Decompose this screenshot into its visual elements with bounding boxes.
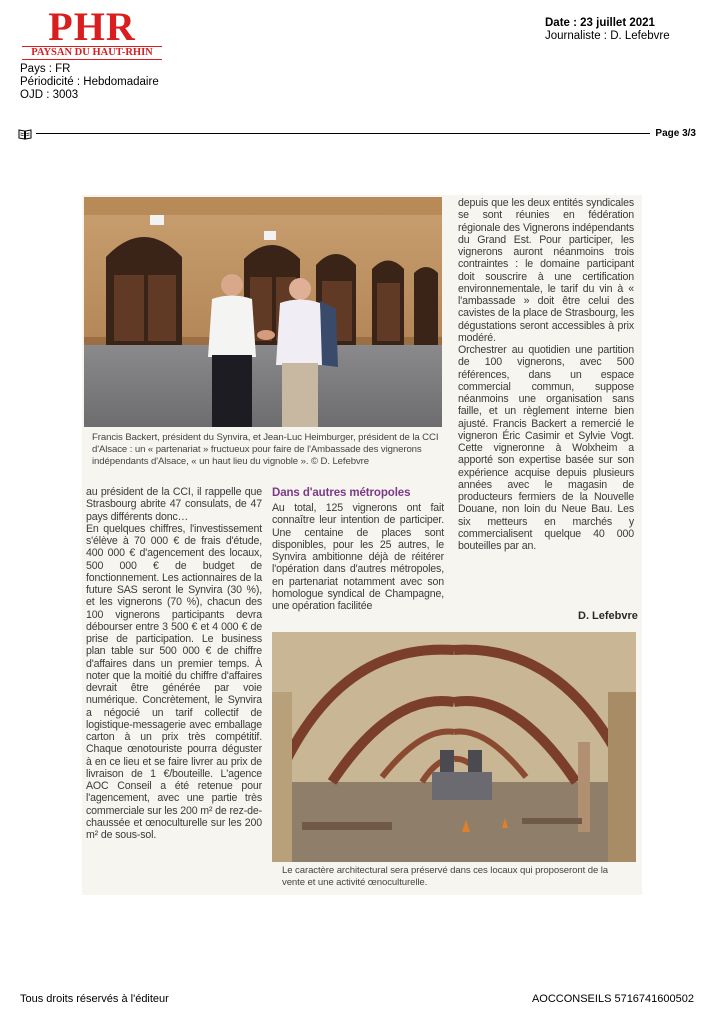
date-block bbox=[545, 17, 670, 43]
newspaper-logo bbox=[22, 4, 162, 60]
logo-main-text: PHR bbox=[48, 4, 136, 49]
publication-date: Date : 23 juillet 2021 bbox=[545, 17, 655, 29]
photo-handshake bbox=[84, 197, 442, 427]
article-column-1 bbox=[86, 486, 262, 841]
footer-rights: Tous droits réservés à l'éditeur bbox=[20, 993, 169, 1005]
publication-meta bbox=[20, 63, 159, 102]
horizontal-rule bbox=[36, 133, 650, 134]
paragraph: au président de la CCI, il rappelle que Strasbourg abrite 47 consulats, de 47 pays différents donc… bbox=[86, 486, 262, 523]
periodicity: Périodicité : Hebdomadaire bbox=[20, 76, 159, 88]
article-column-3 bbox=[458, 197, 634, 552]
section-subhead: Dans d'autres métropoles bbox=[272, 487, 411, 499]
footer-reference: AOCCONSEILS 5716741600502 bbox=[531, 993, 694, 1005]
page-number: Page 3/3 bbox=[655, 128, 696, 139]
logo-sub-text: PAYSAN DU HAUT-RHIN bbox=[22, 46, 162, 60]
photo-vaulted-hall bbox=[272, 632, 636, 862]
article-column-2 bbox=[272, 486, 444, 612]
paragraph: En quelques chiffres, l'investissement s'élève à 70 000 € de frais d'étude, 400 000 € d'agencement des locaux, 500 000 € de budget de fonctionnement. Les actionnaires de la future SAS seront le Synvira (30 %), et les vignerons (70 %), chacun des 100 vignerons participants devra débourser entre 3 500 € et 4 000 € de prise de participation. Le business plan table sur 500 000 € de chiffre d'affaires dans un premier temps. À noter que la moitié du chiffre d'affaires devrait être générée par voie numérique. Concrètement, le Synvira a négocié un tarif collectif de logistique-messagerie avec emballage carton à un prix très compétitif. Chaque œnotouriste pourra déguster à en ce lieu et se faire livrer au prix de livraison de 1 €/bouteille. L'agence AOC Conseil a été retenue pour l'agencement, avec une partie très commerciale sur les 200 m² de rez-de-chaussée et œnoculturelle sur les 200 m² de sous-sol. bbox=[86, 522, 262, 841]
journalist: Journaliste : D. Lefebvre bbox=[545, 30, 670, 42]
photo2-caption: Le caractère architectural sera préservé dans ces locaux qui proposeront de la vente et une activité œnoculturelle. bbox=[282, 865, 609, 888]
country: Pays : FR bbox=[20, 63, 71, 75]
photo1-caption: Francis Backert, président du Synvira, et Jean-Luc Heimburger, président de la CCI d'Alsace : un « partenariat » fructueux pour faire de l'Ambassade des vignerons indépendants d'Alsace, « un haut lieu du vignoble ». © D. Lefebvre bbox=[92, 432, 439, 467]
page-rule bbox=[18, 128, 696, 142]
ojd: OJD : 3003 bbox=[20, 89, 79, 101]
author-signature: D. Lefebvre bbox=[578, 610, 638, 622]
paragraph: depuis que les deux entités syndicales se sont réunies en fédération régionale des Vignerons indépendants du Grand Est. Pour participer, les vignerons auront néanmoins trois contraintes : le domaine participant doit souscrire à une certification environnementale, le tarif du vin à « l'ambassade » doit être celui des cavistes de la place de Strasbourg, les dégustations seront accessibles à prix modéré. bbox=[458, 197, 634, 344]
book-icon bbox=[18, 128, 32, 140]
paragraph: Au total, 125 vignerons ont fait connaître leur intention de participer. Une centaine de places sont disponibles, pour les 25 autres, le Synvira ambitionne déjà de réitérer l'opération dans d'autres métropoles, en partenariat notamment avec son homologue syndical de Champagne, une opération facilitée bbox=[272, 502, 444, 612]
paragraph: Orchestrer au quotidien une partition de 100 vignerons, avec 500 références, dans un espace commercial commun, suppose néanmoins une organisation sans faille, et un règlement interne bien ajusté. Francis Backert a remercié le vigneron Éric Casimir et Sylvie Vogt. Cette vigneronne à Wolxheim a apporté son expertise basée sur son expérience acquise depuis plusieurs années avec le magasin de producteurs fermiers de la Nouvelle Douane, non loin du Neue Bau. Les six metteurs en marchés y commercialisent quelque 40 000 bouteilles par an. bbox=[458, 344, 634, 552]
